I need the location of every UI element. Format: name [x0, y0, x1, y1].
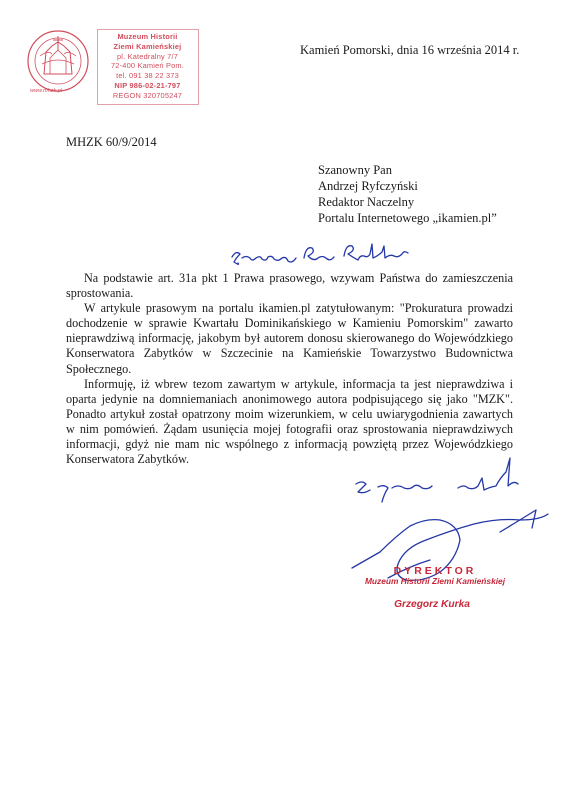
reference-number: MHZK 60/9/2014 [66, 135, 157, 149]
stamp-line-city: 72-400 Kamień Pom. [110, 61, 185, 71]
addressee-line-salutation: Szanowny Pan [318, 163, 392, 177]
addressee-line-name: Andrzej Ryfczyński [318, 179, 418, 193]
stamp-line-phone: tel. 091 38 22 373 [116, 71, 179, 81]
stamp-line-region: Ziemi Kamieńskiej [113, 41, 182, 51]
signature-museum: Muzeum Historii Ziemi Kamieńskiej [364, 576, 506, 586]
stamp-line-nip: NIP 986-02-21-797 [114, 80, 181, 90]
signature-title: DYREKTOR [393, 565, 477, 577]
body-paragraph-2: W artykule prasowym na portalu ikamien.pl zatytułowanym: "Prokuratura prowadzi dochodzenie w sprawie Kwartału Dominikańskiego w Kamieniu Pomorskim" zawarto nieprawdziwą informację, jakobym był autorem donosu skierowanego do Wojewódzkiego Konserwatora Zabytków w Szczecinie na Kamieńskie Towarzystwo Budownictwa Społecznego. [66, 301, 513, 376]
seal-url: www.mhzk.pl [30, 88, 63, 94]
addressee-line-portal: Portalu Internetowego „ikamien.pl” [318, 211, 497, 225]
body-paragraph-3: Informuję, iż wbrew tezom zawartym w artykule, informacja ta jest nieprawdziwa i oparta jedynie na domniemaniach anonimowego autora podpisującego się jako "MZK". Ponadto artykuł został opatrzony moim wizerunkiem, w celu uwiarygodnienia zawartych w nim pomówień. Żądam usunięcia mojej fotografii oraz sprostowania nieprawdziwych informacji, gdyż nie mam nic wspólnego z informacją powziętą przez Wojewódzkiego Konserwatora Zabytków. [66, 376, 513, 467]
signature-name: Grzegorz Kurka [394, 599, 470, 610]
stamp-line-museum: Muzeum Historii [117, 32, 178, 41]
addressee-line-role: Redaktor Naczelny [318, 195, 415, 209]
stamp-line-street: pl. Katedralny 7/7 [116, 51, 179, 61]
signature-stamp [360, 565, 510, 610]
place-date: Kamień Pomorski, dnia 16 września 2014 r. [300, 43, 520, 57]
body-paragraph-1: Na podstawie art. 31a pkt 1 Prawa prasowego, wzywam Państwa do zamieszczenia sprostowania. [66, 271, 513, 301]
stamp-line-regon: REGON 320705247 [112, 90, 183, 100]
